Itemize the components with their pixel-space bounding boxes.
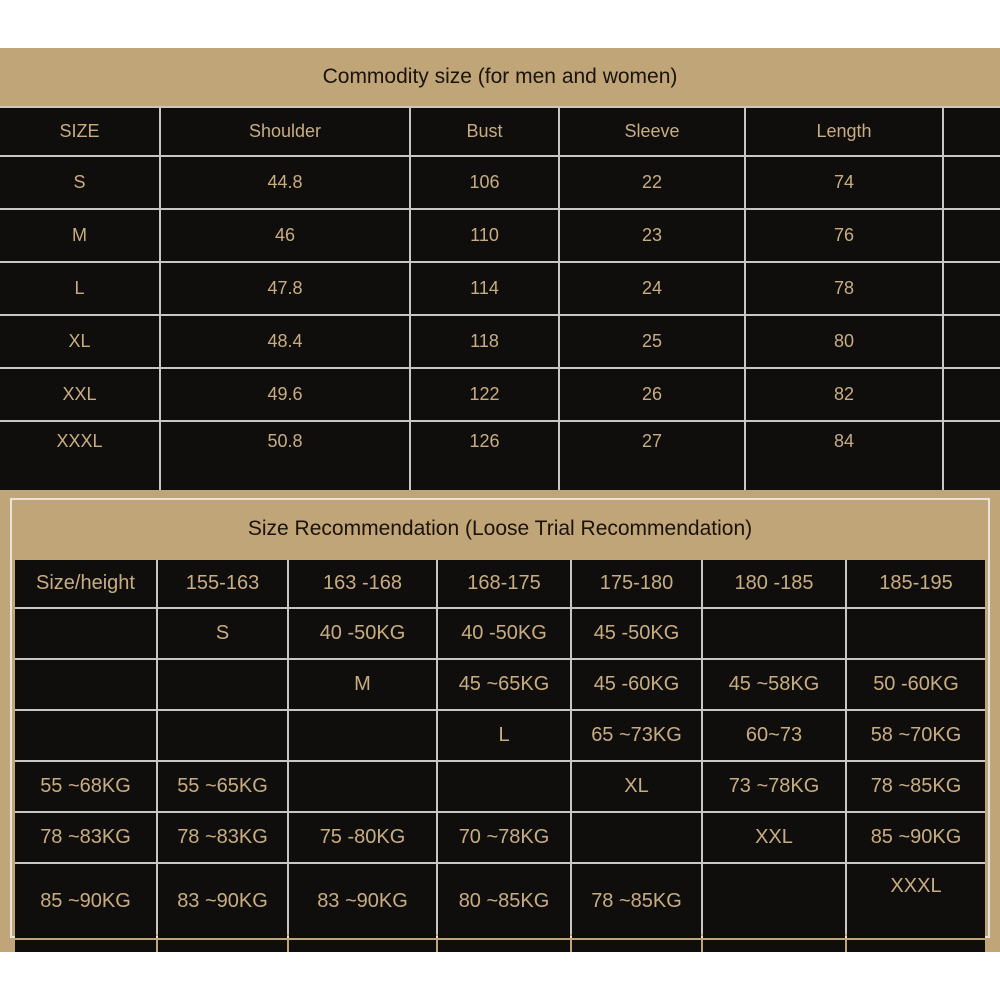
header-cell: Sleeve: [560, 108, 744, 155]
table-cell: 45 ~65KG: [438, 660, 570, 709]
size-label-cell: XL: [572, 762, 701, 811]
size-label-cell: XXXL: [0, 422, 159, 496]
size-label-cell: XXXL: [847, 864, 985, 938]
table-cell: 114: [411, 263, 558, 314]
size-label-cell: L: [438, 711, 570, 760]
table-cell: 84: [746, 422, 942, 496]
size-recommendation-frame: [10, 498, 990, 938]
size-label-cell: M: [0, 210, 159, 261]
table-cell: 55 ~68KG: [15, 762, 156, 811]
commodity-size-title: Commodity size (for men and women): [322, 65, 678, 88]
table-cell: 122: [411, 369, 558, 420]
table-cell: 110: [411, 210, 558, 261]
header-cell: Bust: [411, 108, 558, 155]
table-cell: 24: [560, 263, 744, 314]
table-cell: [703, 609, 845, 658]
table-cell: 26: [560, 369, 744, 420]
commodity-size-section: [0, 48, 1000, 490]
table-cell: 50.8: [161, 422, 409, 496]
header-cell: [944, 108, 1000, 155]
table-cell: 60~73: [703, 711, 845, 760]
table-cell: [944, 422, 1000, 496]
table-cell: 83 ~90KG: [158, 864, 287, 938]
table-cell: 45 -60KG: [572, 660, 701, 709]
table-cell: 78 ~83KG: [158, 813, 287, 862]
table-cell: 78 ~85KG: [572, 864, 701, 938]
size-recommendation-title: Size Recommendation (Loose Trial Recommendation): [247, 517, 753, 540]
table-cell: 27: [560, 422, 744, 496]
table-cell: 80 ~85KG: [438, 864, 570, 938]
header-cell: Length: [746, 108, 942, 155]
table-cell: 40 -50KG: [289, 609, 436, 658]
table-cell: 22: [560, 157, 744, 208]
table-cell: 50 -60KG: [847, 660, 985, 709]
header-cell: 180 -185: [703, 560, 845, 607]
table-cell: 58 ~70KG: [847, 711, 985, 760]
table-cell-empty: [289, 711, 436, 760]
table-cell: 70 ~78KG: [438, 813, 570, 862]
table-cell: [944, 210, 1000, 261]
table-cell: [289, 762, 436, 811]
table-cell: [944, 263, 1000, 314]
table-cell: 49.6: [161, 369, 409, 420]
table-cell: [944, 369, 1000, 420]
table-cell: 45 ~58KG: [703, 660, 845, 709]
table-cell: [944, 316, 1000, 367]
table-cell-empty: [572, 813, 701, 862]
table-cell: 47.8: [161, 263, 409, 314]
header-cell: Size/height: [15, 560, 156, 607]
table-cell: [15, 711, 156, 760]
header-cell-empty: [15, 609, 156, 658]
table-cell: 46: [161, 210, 409, 261]
size-label-cell: S: [158, 609, 287, 658]
table-cell: 118: [411, 316, 558, 367]
size-label-cell: M: [289, 660, 436, 709]
table-cell: 65 ~73KG: [572, 711, 701, 760]
table-cell: 106: [411, 157, 558, 208]
header-cell: 185-195: [847, 560, 985, 607]
size-label-cell: XXL: [0, 369, 159, 420]
table-cell-empty: [158, 660, 287, 709]
header-cell: 175-180: [572, 560, 701, 607]
table-cell: 48.4: [161, 316, 409, 367]
table-cell: 45 -50KG: [572, 609, 701, 658]
header-cell: 155-163: [158, 560, 287, 607]
table-cell: 40 -50KG: [438, 609, 570, 658]
table-cell: 126: [411, 422, 558, 496]
table-cell: 73 ~78KG: [703, 762, 845, 811]
table-cell: [15, 660, 156, 709]
size-label-cell: L: [0, 263, 159, 314]
table-cell: 74: [746, 157, 942, 208]
header-cell: 168-175: [438, 560, 570, 607]
table-cell: 78: [746, 263, 942, 314]
table-cell: 55 ~65KG: [158, 762, 287, 811]
table-cell: [944, 157, 1000, 208]
header-cell: Shoulder: [161, 108, 409, 155]
table-cell: 85 ~90KG: [847, 813, 985, 862]
header-cell: 163 -168: [289, 560, 436, 607]
size-label-cell: XL: [0, 316, 159, 367]
table-cell: [847, 609, 985, 658]
table-cell: [158, 711, 287, 760]
size-recommendation-section: [0, 490, 1000, 952]
table-cell: 44.8: [161, 157, 409, 208]
table-cell: 85 ~90KG: [15, 864, 156, 938]
table-cell: 80: [746, 316, 942, 367]
commodity-size-table: [0, 106, 1000, 490]
size-recommendation-table: [15, 560, 985, 934]
table-cell: 25: [560, 316, 744, 367]
table-cell: 76: [746, 210, 942, 261]
table-cell: 23: [560, 210, 744, 261]
table-cell-empty: [703, 864, 845, 938]
header-cell: SIZE: [0, 108, 159, 155]
table-cell: 78 ~83KG: [15, 813, 156, 862]
bottom-margin: [0, 952, 1000, 1000]
size-label-cell: S: [0, 157, 159, 208]
size-label-cell: XXL: [703, 813, 845, 862]
table-cell: 78 ~85KG: [847, 762, 985, 811]
table-cell-empty: [438, 762, 570, 811]
table-cell: 82: [746, 369, 942, 420]
table-cell: 75 -80KG: [289, 813, 436, 862]
table-cell: 83 ~90KG: [289, 864, 436, 938]
